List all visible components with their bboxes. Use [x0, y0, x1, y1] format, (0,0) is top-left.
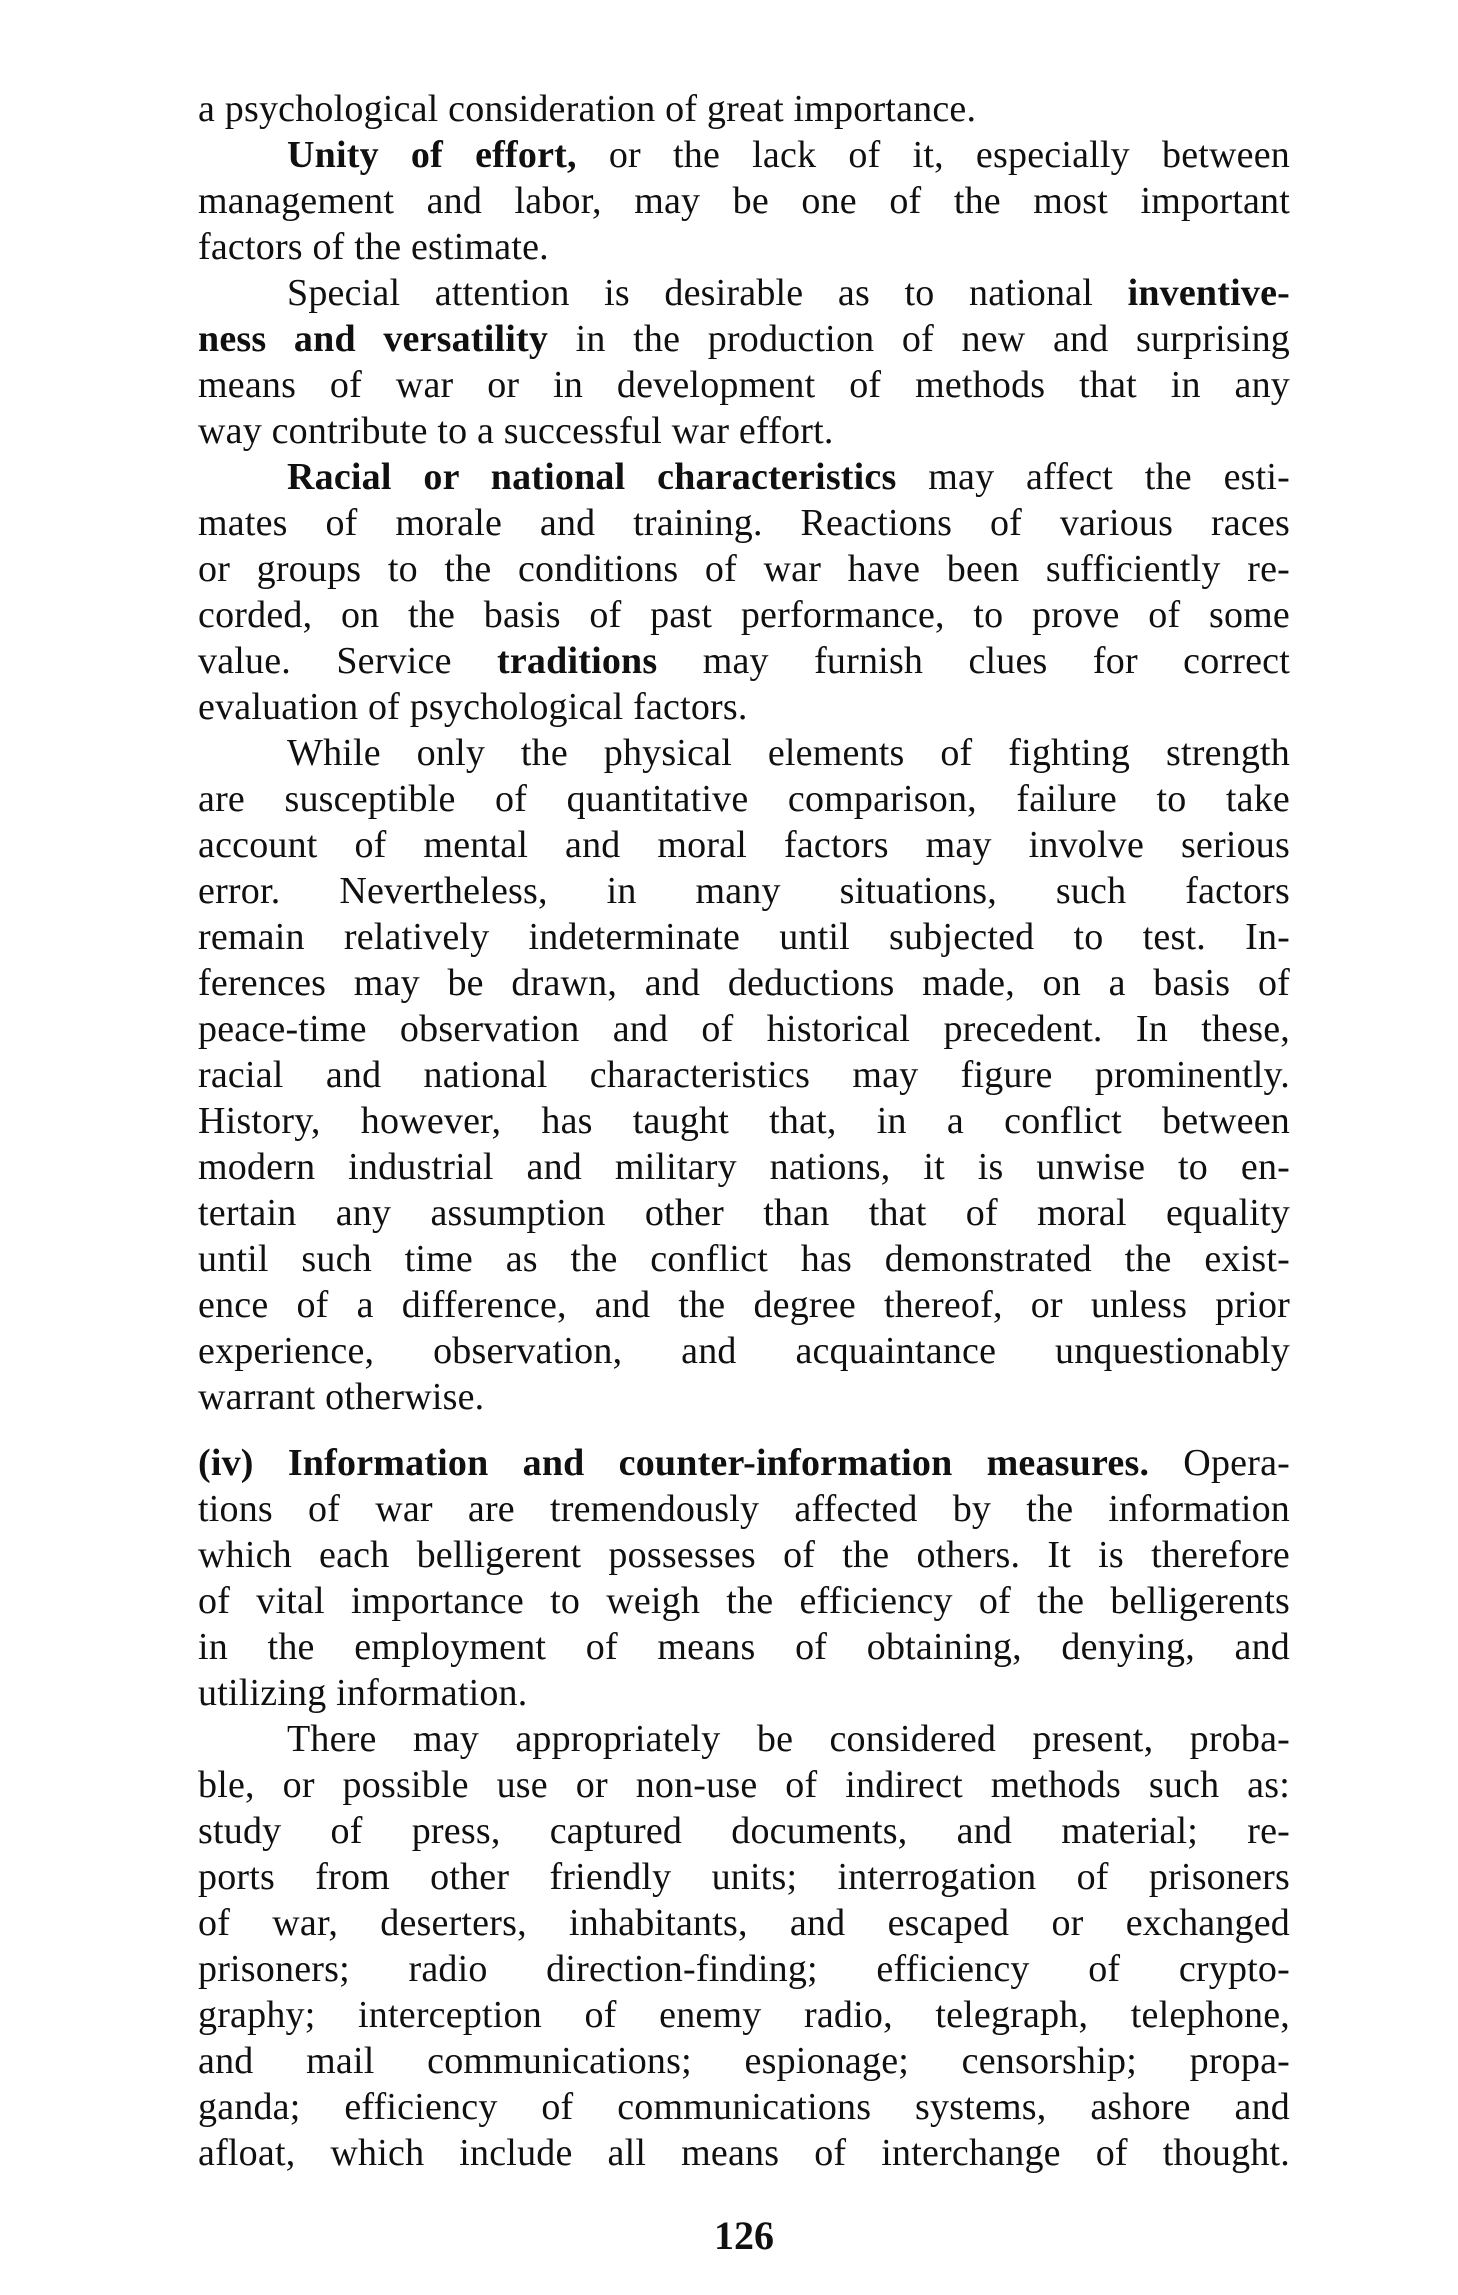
- bold-text-run: ness and versatility: [198, 318, 549, 360]
- text-line: [198, 592, 1290, 638]
- text-run: study of press, captured documents, and material; re-: [198, 1810, 1290, 1852]
- text-run: a psychological consideration of great importance.: [198, 88, 977, 130]
- text-line: [198, 1052, 1290, 1098]
- text-line: [198, 776, 1290, 822]
- text-run: evaluation of psychological factors.: [198, 686, 748, 728]
- text-run: prisoners; radio direction-finding; efficiency of crypto-: [198, 1948, 1290, 1990]
- text-line: [198, 1236, 1290, 1282]
- text-run: ence of a difference, and the degree thereof, or unless prior: [198, 1284, 1290, 1326]
- text-run: utilizing information.: [198, 1672, 528, 1714]
- text-line: [198, 362, 1290, 408]
- text-run: of war, deserters, inhabitants, and escaped or exchanged: [198, 1902, 1290, 1944]
- text-line: [198, 1992, 1290, 2038]
- text-line: [198, 2130, 1290, 2176]
- text-line: [198, 638, 1290, 684]
- text-line: [198, 454, 1290, 500]
- text-line: [198, 1670, 1290, 1716]
- bold-text-run: (iv) Information and counter-information measures.: [198, 1442, 1150, 1484]
- paragraph: [198, 1440, 1290, 1716]
- text-run: afloat, which include all means of interchange of thought.: [198, 2132, 1290, 2174]
- text-line: [198, 914, 1290, 960]
- page-number: 126: [714, 2213, 774, 2258]
- text-run: may affect the esti-: [896, 456, 1290, 498]
- text-line: [198, 1440, 1290, 1486]
- text-line: [198, 132, 1290, 178]
- text-line: [198, 960, 1290, 1006]
- text-run: are susceptible of quantitative comparison, failure to take: [198, 778, 1290, 820]
- text-run: tions of war are tremendously affected by the information: [198, 1488, 1290, 1530]
- text-line: [198, 270, 1290, 316]
- text-run: Opera-: [1149, 1442, 1290, 1484]
- text-line: [198, 684, 1290, 730]
- text-run: racial and national characteristics may figure prominently.: [198, 1054, 1290, 1096]
- text-line: [198, 1762, 1290, 1808]
- text-run: graphy; interception of enemy radio, telegraph, telephone,: [198, 1994, 1290, 2036]
- bold-text-run: inventive-: [1127, 272, 1290, 314]
- paragraph: [198, 270, 1290, 454]
- text-run: ports from other friendly units; interrogation of prisoners: [198, 1856, 1290, 1898]
- text-line: [198, 2084, 1290, 2130]
- text-run: mates of morale and training. Reactions of various races: [198, 502, 1290, 544]
- paragraph: [198, 454, 1290, 730]
- text-run: ganda; efficiency of communications systems, ashore and: [198, 2086, 1290, 2128]
- text-run: and mail communications; espionage; censorship; propa-: [198, 2040, 1290, 2082]
- text-run: error. Nevertheless, in many situations, such factors: [198, 870, 1290, 912]
- text-run: factors of the estimate.: [198, 226, 549, 268]
- text-run: ble, or possible use or non-use of indirect methods such as:: [198, 1764, 1290, 1806]
- text-run: modern industrial and military nations, it is unwise to en-: [198, 1146, 1290, 1188]
- text-line: [198, 822, 1290, 868]
- text-run: value. Service: [198, 640, 498, 682]
- text-line: [198, 1006, 1290, 1052]
- section-1: [198, 86, 1290, 1420]
- text-line: [198, 868, 1290, 914]
- text-line: [198, 1328, 1290, 1374]
- text-run: warrant otherwise.: [198, 1376, 485, 1418]
- bold-text-run: Racial or national characteristics: [287, 456, 897, 498]
- text-run: which each belligerent possesses of the others. It is therefore: [198, 1534, 1290, 1576]
- paragraph: [198, 132, 1290, 270]
- text-line: [198, 1808, 1290, 1854]
- text-line: [198, 1486, 1290, 1532]
- text-line: [198, 1624, 1290, 1670]
- text-line: [198, 1282, 1290, 1328]
- paragraph: [198, 86, 1290, 132]
- bold-text-run: traditions: [497, 640, 658, 682]
- text-run: account of mental and moral factors may involve serious: [198, 824, 1290, 866]
- text-run: or the lack of it, especially between: [576, 134, 1290, 176]
- text-line: [198, 546, 1290, 592]
- text-run: tertain any assumption other than that of moral equality: [198, 1192, 1290, 1234]
- text-line: [198, 500, 1290, 546]
- text-line: [198, 1374, 1290, 1420]
- text-run: Special attention is desirable as to national: [287, 272, 1128, 314]
- text-line: [198, 1190, 1290, 1236]
- text-line: [198, 86, 1290, 132]
- text-line: [198, 1578, 1290, 1624]
- text-run: may furnish clues for correct: [657, 640, 1290, 682]
- text-line: [198, 730, 1290, 776]
- text-line: [198, 1900, 1290, 1946]
- text-line: [198, 316, 1290, 362]
- text-line: [198, 178, 1290, 224]
- text-run: peace-time observation and of historical precedent. In these,: [198, 1008, 1290, 1050]
- paragraph: [198, 1716, 1290, 2176]
- text-run: in the employment of means of obtaining, denying, and: [198, 1626, 1290, 1668]
- text-line: [198, 1532, 1290, 1578]
- text-line: [198, 224, 1290, 270]
- text-line: [198, 1098, 1290, 1144]
- text-run: ferences may be drawn, and deductions made, on a basis of: [198, 962, 1290, 1004]
- text-run: History, however, has taught that, in a conflict between: [198, 1100, 1290, 1142]
- text-line: [198, 408, 1290, 454]
- text-run: corded, on the basis of past performance, to prove of some: [198, 594, 1290, 636]
- text-run: of vital importance to weigh the efficiency of the belligerents: [198, 1580, 1290, 1622]
- text-run: remain relatively indeterminate until subjected to test. In-: [198, 916, 1290, 958]
- text-column: [198, 86, 1290, 2176]
- text-line: [198, 1144, 1290, 1190]
- text-run: experience, observation, and acquaintance unquestionably: [198, 1330, 1290, 1372]
- section-2: [198, 1440, 1290, 2176]
- bold-text-run: Unity of effort,: [287, 134, 577, 176]
- text-run: way contribute to a successful war effort.: [198, 410, 834, 452]
- text-run: management and labor, may be one of the most important: [198, 180, 1290, 222]
- text-line: [198, 2038, 1290, 2084]
- paragraph: [198, 730, 1290, 1420]
- text-run: until such time as the conflict has demonstrated the exist-: [198, 1238, 1290, 1280]
- text-run: While only the physical elements of fighting strength: [287, 732, 1290, 774]
- text-run: There may appropriately be considered present, proba-: [287, 1718, 1290, 1760]
- text-run: or groups to the conditions of war have been sufficiently re-: [198, 548, 1290, 590]
- text-line: [198, 1716, 1290, 1762]
- text-line: [198, 1946, 1290, 1992]
- text-run: means of war or in development of methods that in any: [198, 364, 1290, 406]
- text-run: in the production of new and surprising: [548, 318, 1290, 360]
- text-line: [198, 1854, 1290, 1900]
